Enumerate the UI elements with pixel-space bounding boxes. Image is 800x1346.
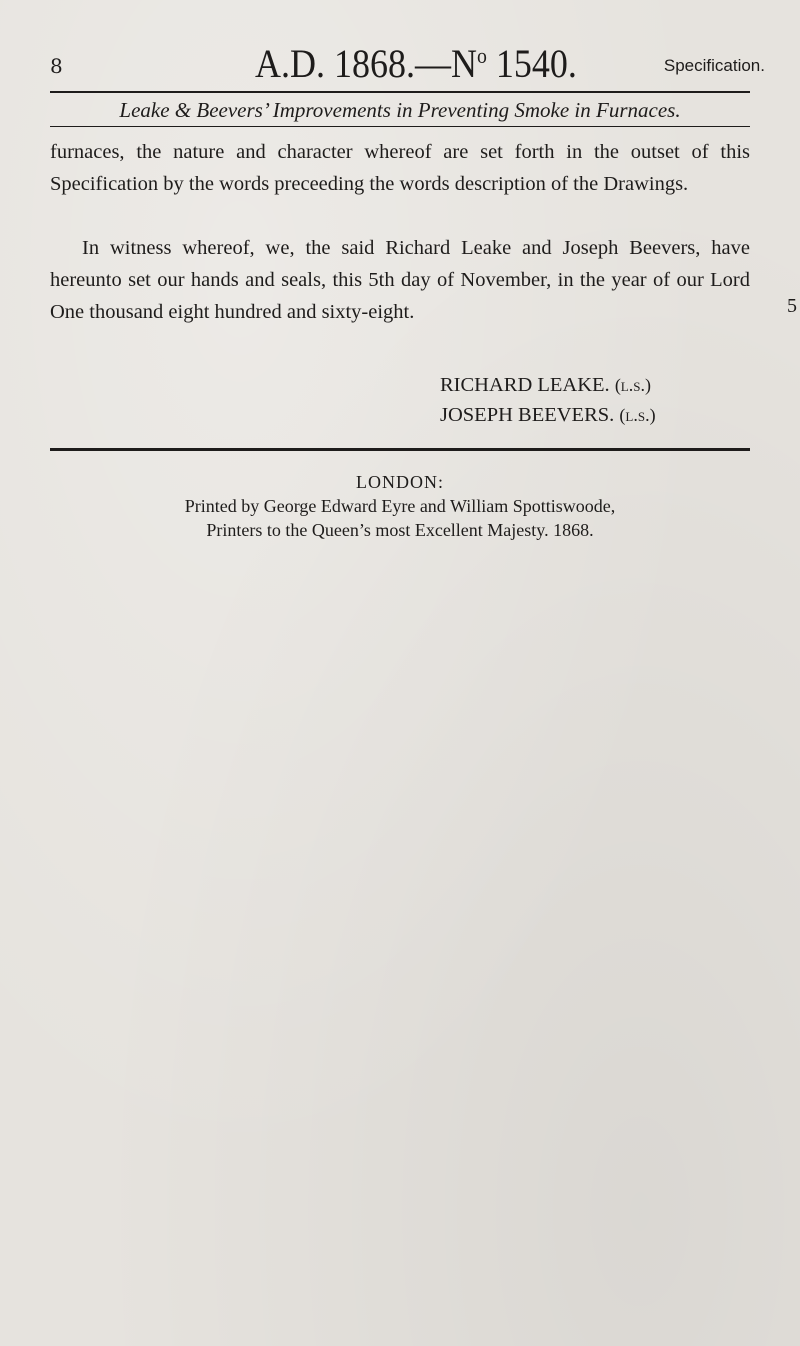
printer-imprint (50, 470, 750, 542)
header-title (255, 40, 577, 87)
page-header (50, 40, 765, 90)
header-title-sup: o (477, 43, 487, 68)
header-rule (50, 91, 750, 93)
running-title: Leake & Beevers’ Improvements in Preventing Smoke in Furnaces. (119, 98, 681, 122)
header-title-number: 1540. (486, 41, 577, 86)
imprint-printers-to: Printers to the Queen’s most Excellent Majesty. 1868. (206, 520, 594, 540)
closing-rule (50, 448, 750, 451)
margin-line-number: 5 (787, 295, 797, 317)
signatory-name: JOSEPH BEEVERS. (440, 404, 615, 426)
imprint-printed-by: Printed by George Edward Eyre and William Spottiswoode, (184, 496, 616, 516)
header-title-prefix: A.D. 1868.—N (255, 41, 478, 86)
paragraph-continuation: furnaces, the nature and character whereof are set forth in the outset of this Specification by the words preceeding the words description of the Drawings. (50, 141, 750, 195)
seal-mark: (l.s.) (619, 405, 656, 425)
imprint-city: LONDON: (356, 472, 444, 492)
seal-mark: (l.s.) (614, 375, 651, 395)
paragraph-witness: In witness whereof, we, the said Richard Leake and Joseph Beevers, have hereunto set our hands and seals, this 5th day of November, in the year of our Lord One thousand eight hundred and sixty-eight. (50, 237, 750, 323)
running-title-rule (50, 126, 750, 127)
signature-line (440, 370, 656, 400)
header-label: Specification. (663, 56, 765, 75)
signatory-name: RICHARD LEAKE. (440, 374, 610, 396)
page-number: 8 (50, 54, 63, 78)
signature-line (440, 400, 656, 430)
signature-block (440, 370, 656, 430)
